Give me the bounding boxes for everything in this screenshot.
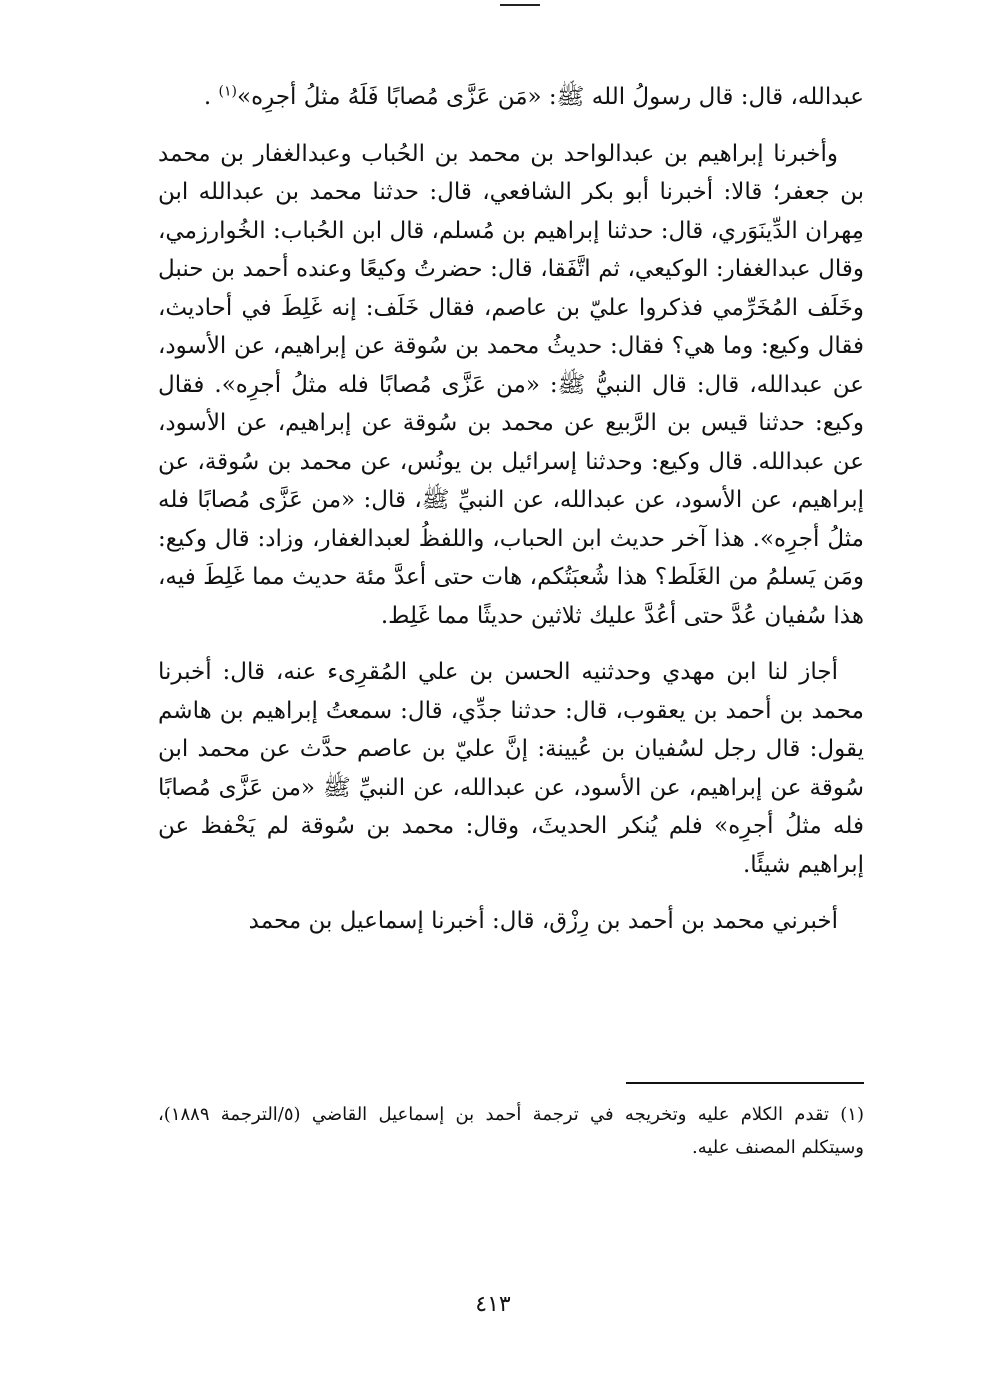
header-rule — [500, 4, 540, 6]
footnote-separator — [626, 1082, 864, 1084]
footnote-reference[interactable]: (١) — [218, 83, 237, 100]
paragraph-1: عبدالله، قال: قال رسولُ الله ﷺ: «مَن عَزَّى مُصابًا فَلَهُ مثلُ أجرِه»$^{(١)}$ . — [203, 83, 864, 110]
page-number: ٤١٣ — [475, 1292, 511, 1317]
paragraph-4: أخبرني محمد بن أحمد بن رِزْق، قال: أخبرنا إسماعيل بن محمد — [248, 908, 838, 934]
paragraph-2: وأخبرنا إبراهيم بن عبدالواحد بن محمد بن الحُباب وعبدالغفار بن محمد بن جعفر؛ قالا: أخبرنا أبو بكر الشافعي، قال: حدثنا محمد بن عبدالله ابن مِهران الدِّينَوَري، قال: حدثنا إبراهيم بن مُسلم، قال ابن الحُباب: الخُوارزمي، وقال عبدالغفار: الوكيعي، ثم اتَّفَقا، قال: حضرتُ وكيعًا وعنده أحمد بن حنبل وخَلَف المُخَرِّمي فذكروا عليّ بن عاصم، فقال خَلَف: إنه غَلِطَ في أحاديث، فقال وكيع: وما هي؟ فقال: حديثُ محمد بن سُوقة عن إبراهيم، عن الأسود، عن عبدالله، قال: قال النبيُّ ﷺ: «من عَزَّى مُصابًا فله مثلُ أجرِه». فقال وكيع: حدثنا قيس بن الرَّبيع عن محمد بن سُوقة عن إبراهيم، عن الأسود، عن عبدالله. قال وكيع: وحدثنا إسرائيل بن يونُس، عن محمد بن سُوقة، عن إبراهيم، عن الأسود، عن عبدالله، عن النبيِّ ﷺ، قال: «من عَزَّى مُصابًا فله مثلُ أجرِه». هذا آخر حديث ابن الحباب، واللفظُ لعبدالغفار، وزاد: قال وكيع: ومَن يَسلمُ من الغَلَط؟ هذا شُعبَتُكم، هات حتى أعدَّ مئة حديث مما غَلِطَ فيه، هذا سُفيان عُدَّ حتى أعُدَّ عليك ثلاثين حديثًا مما غَلِط. — [158, 140, 864, 629]
footnotes — [158, 1098, 864, 1164]
footnote-1: (١) تقدم الكلام عليه وتخريجه في ترجمة أحمد بن إسماعيل القاضي (٥/الترجمة ١٨٨٩)، وسيتكلم المصنف عليه. — [158, 1104, 864, 1158]
paragraph-3: أجاز لنا ابن مهدي وحدثنيه الحسن بن علي المُقرِىء عنه، قال: أخبرنا محمد بن أحمد بن يعقوب، قال: حدثنا جدِّي، قال: سمعتُ إبراهيم بن هاشم يقول: قال رجل لسُفيان بن عُيينة: إنَّ عليّ بن عاصم حدَّث عن محمد ابن سُوقة عن إبراهيم، عن الأسود، عن عبدالله، عن النبيِّ ﷺ «من عَزَّى مُصابًا فله مثلُ أجرِه» فلم يُنكر الحديثَ، وقال: محمد بن سُوقة لم يَحْفظ عن إبراهيم شيئًا. — [158, 659, 864, 878]
page-body — [158, 78, 864, 959]
